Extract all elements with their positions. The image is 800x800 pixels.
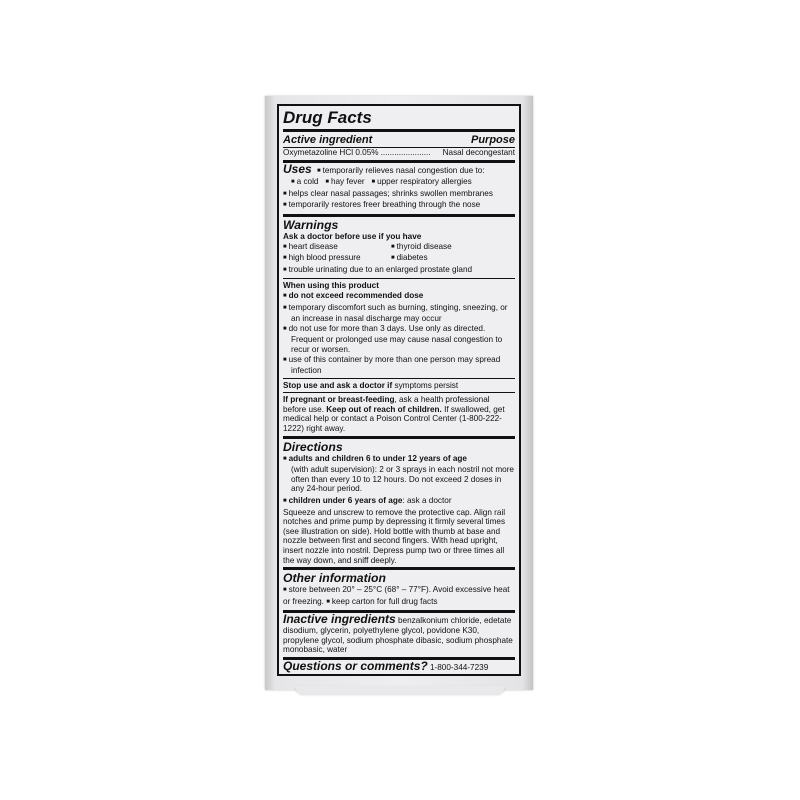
- drug-facts-header: [283, 106, 515, 132]
- pregnancy-text: , ask a health professional before use.: [283, 395, 490, 414]
- directions-adult-text: (with adult supervision): 2 or 3 sprays in each nostril not more often than every 10 to 12 hours. Do not exceed 2 doses in any 24-hour period.: [291, 465, 514, 494]
- uses-line-3: ■ temporarily restores freer breathing through the nose: [283, 200, 515, 212]
- conditions-row-1: [283, 242, 515, 254]
- when-using-heading: When using this product: [283, 281, 379, 291]
- condition-thyroid: ■ thyroid disease: [391, 242, 499, 254]
- directions-heading: Directions: [283, 439, 343, 454]
- condition-prostate: ■ trouble urinating due to an enlarged prostate gland: [283, 265, 515, 277]
- conditions-row-2: [283, 253, 515, 265]
- drug-facts-panel: [277, 104, 521, 676]
- active-ingredient-section: [283, 132, 515, 163]
- uses-line-1: ■ temporarily relieves nasal congestion due to:: [317, 166, 485, 175]
- other-keep-carton: keep carton for full drug facts: [331, 596, 438, 606]
- uses-sub-list: [283, 177, 515, 189]
- condition-heart: ■ heart disease: [283, 242, 391, 254]
- drug-facts-title: Drug Facts: [283, 108, 372, 127]
- directions-usage-text: Squeeze and unscrew to remove the protective cap. Align rail notches and prime pump by depressing it firmly several times (see illustration on side). Hold bottle with thumb at base and nozzle between first and second fingers. With head upright, insert nozzle into nostril. Depress pump two or three times all the way down, and sniff deeply.: [283, 507, 506, 565]
- active-ingredient-header-row: [283, 134, 515, 147]
- uses-sub-allergies: ■ upper respiratory allergies: [371, 177, 471, 186]
- leader-dots: ......................: [380, 148, 431, 157]
- ask-doctor-heading: Ask a doctor before use if you have: [283, 231, 422, 241]
- keep-out-text: If swallowed, get medical help or contact a Poison Control Center (1-800-222-1222) right away.: [283, 404, 505, 434]
- questions-section: [283, 660, 515, 675]
- directions-child-text: : ask a doctor: [402, 496, 452, 506]
- inactive-ingredients-heading: Inactive ingredients: [283, 612, 396, 627]
- inactive-ingredients-section: [283, 613, 515, 659]
- condition-diabetes: ■ diabetes: [391, 253, 499, 265]
- directions-adult-heading: adults and children 6 to under 12 years of age: [288, 453, 467, 463]
- pregnancy-block: [283, 392, 515, 433]
- other-information-section: [283, 570, 515, 613]
- when-using-block: [283, 278, 515, 375]
- questions-phone: 1-800-344-7239: [427, 662, 489, 672]
- other-storage: store between 20° – 25°C (68° – 77°F). Avoid excessive heat or freezing.: [283, 585, 510, 606]
- inactive-ingredients-text: benzalkonium chloride, edetate disodium, glycerin, polyethylene glycol, povidone K30, propylene glycol, sodium phosphate dibasic, sodium phosphate monobasic, water: [283, 616, 513, 655]
- condition-blood-pressure: ■ high blood pressure: [283, 253, 391, 265]
- stop-use-text: symptoms persist: [392, 380, 459, 390]
- keep-out-heading: Keep out of reach of children.: [326, 404, 442, 414]
- warning-discomfort: temporary discomfort such as burning, stinging, sneezing, or an increase in nasal discharge may occur: [288, 302, 508, 324]
- directions-section: [283, 439, 515, 571]
- active-ingredient-heading: Active ingredient: [283, 134, 373, 146]
- warning-3-days: do not use for more than 3 days. Use only as directed. Frequent or prolonged use may cause nasal congestion to recur or worsen.: [288, 323, 503, 354]
- uses-sub-hayfever: ■ hay fever: [325, 177, 364, 186]
- stop-use-block: [283, 378, 515, 391]
- warning-infection: use of this container by more than one person may spread infection: [288, 354, 501, 376]
- uses-sub-cold: ■ a cold: [291, 177, 318, 186]
- active-ingredient-row: [283, 147, 515, 158]
- other-information-heading: Other information: [283, 571, 386, 586]
- questions-heading: Questions or comments?: [283, 658, 428, 673]
- pregnancy-heading: If pregnant or breast-feeding: [283, 395, 395, 405]
- purpose-heading: Purpose: [470, 134, 515, 146]
- uses-heading: Uses: [283, 161, 312, 176]
- warning-dose: do not exceed recommended dose: [288, 290, 424, 300]
- purpose-value: Nasal decongestant: [442, 148, 515, 157]
- carton-bottom-flap: [295, 686, 505, 694]
- active-ingredient-name: Oxymetazoline HCl 0.05%: [283, 148, 379, 157]
- uses-line-2: ■ helps clear nasal passages; shrinks swollen membranes: [283, 189, 515, 201]
- directions-child-heading: children under 6 years of age: [288, 496, 403, 506]
- stop-use-heading: Stop use and ask a doctor if: [283, 380, 393, 390]
- uses-section: [283, 163, 515, 217]
- warnings-heading: Warnings: [283, 217, 339, 232]
- warnings-section: [283, 217, 515, 439]
